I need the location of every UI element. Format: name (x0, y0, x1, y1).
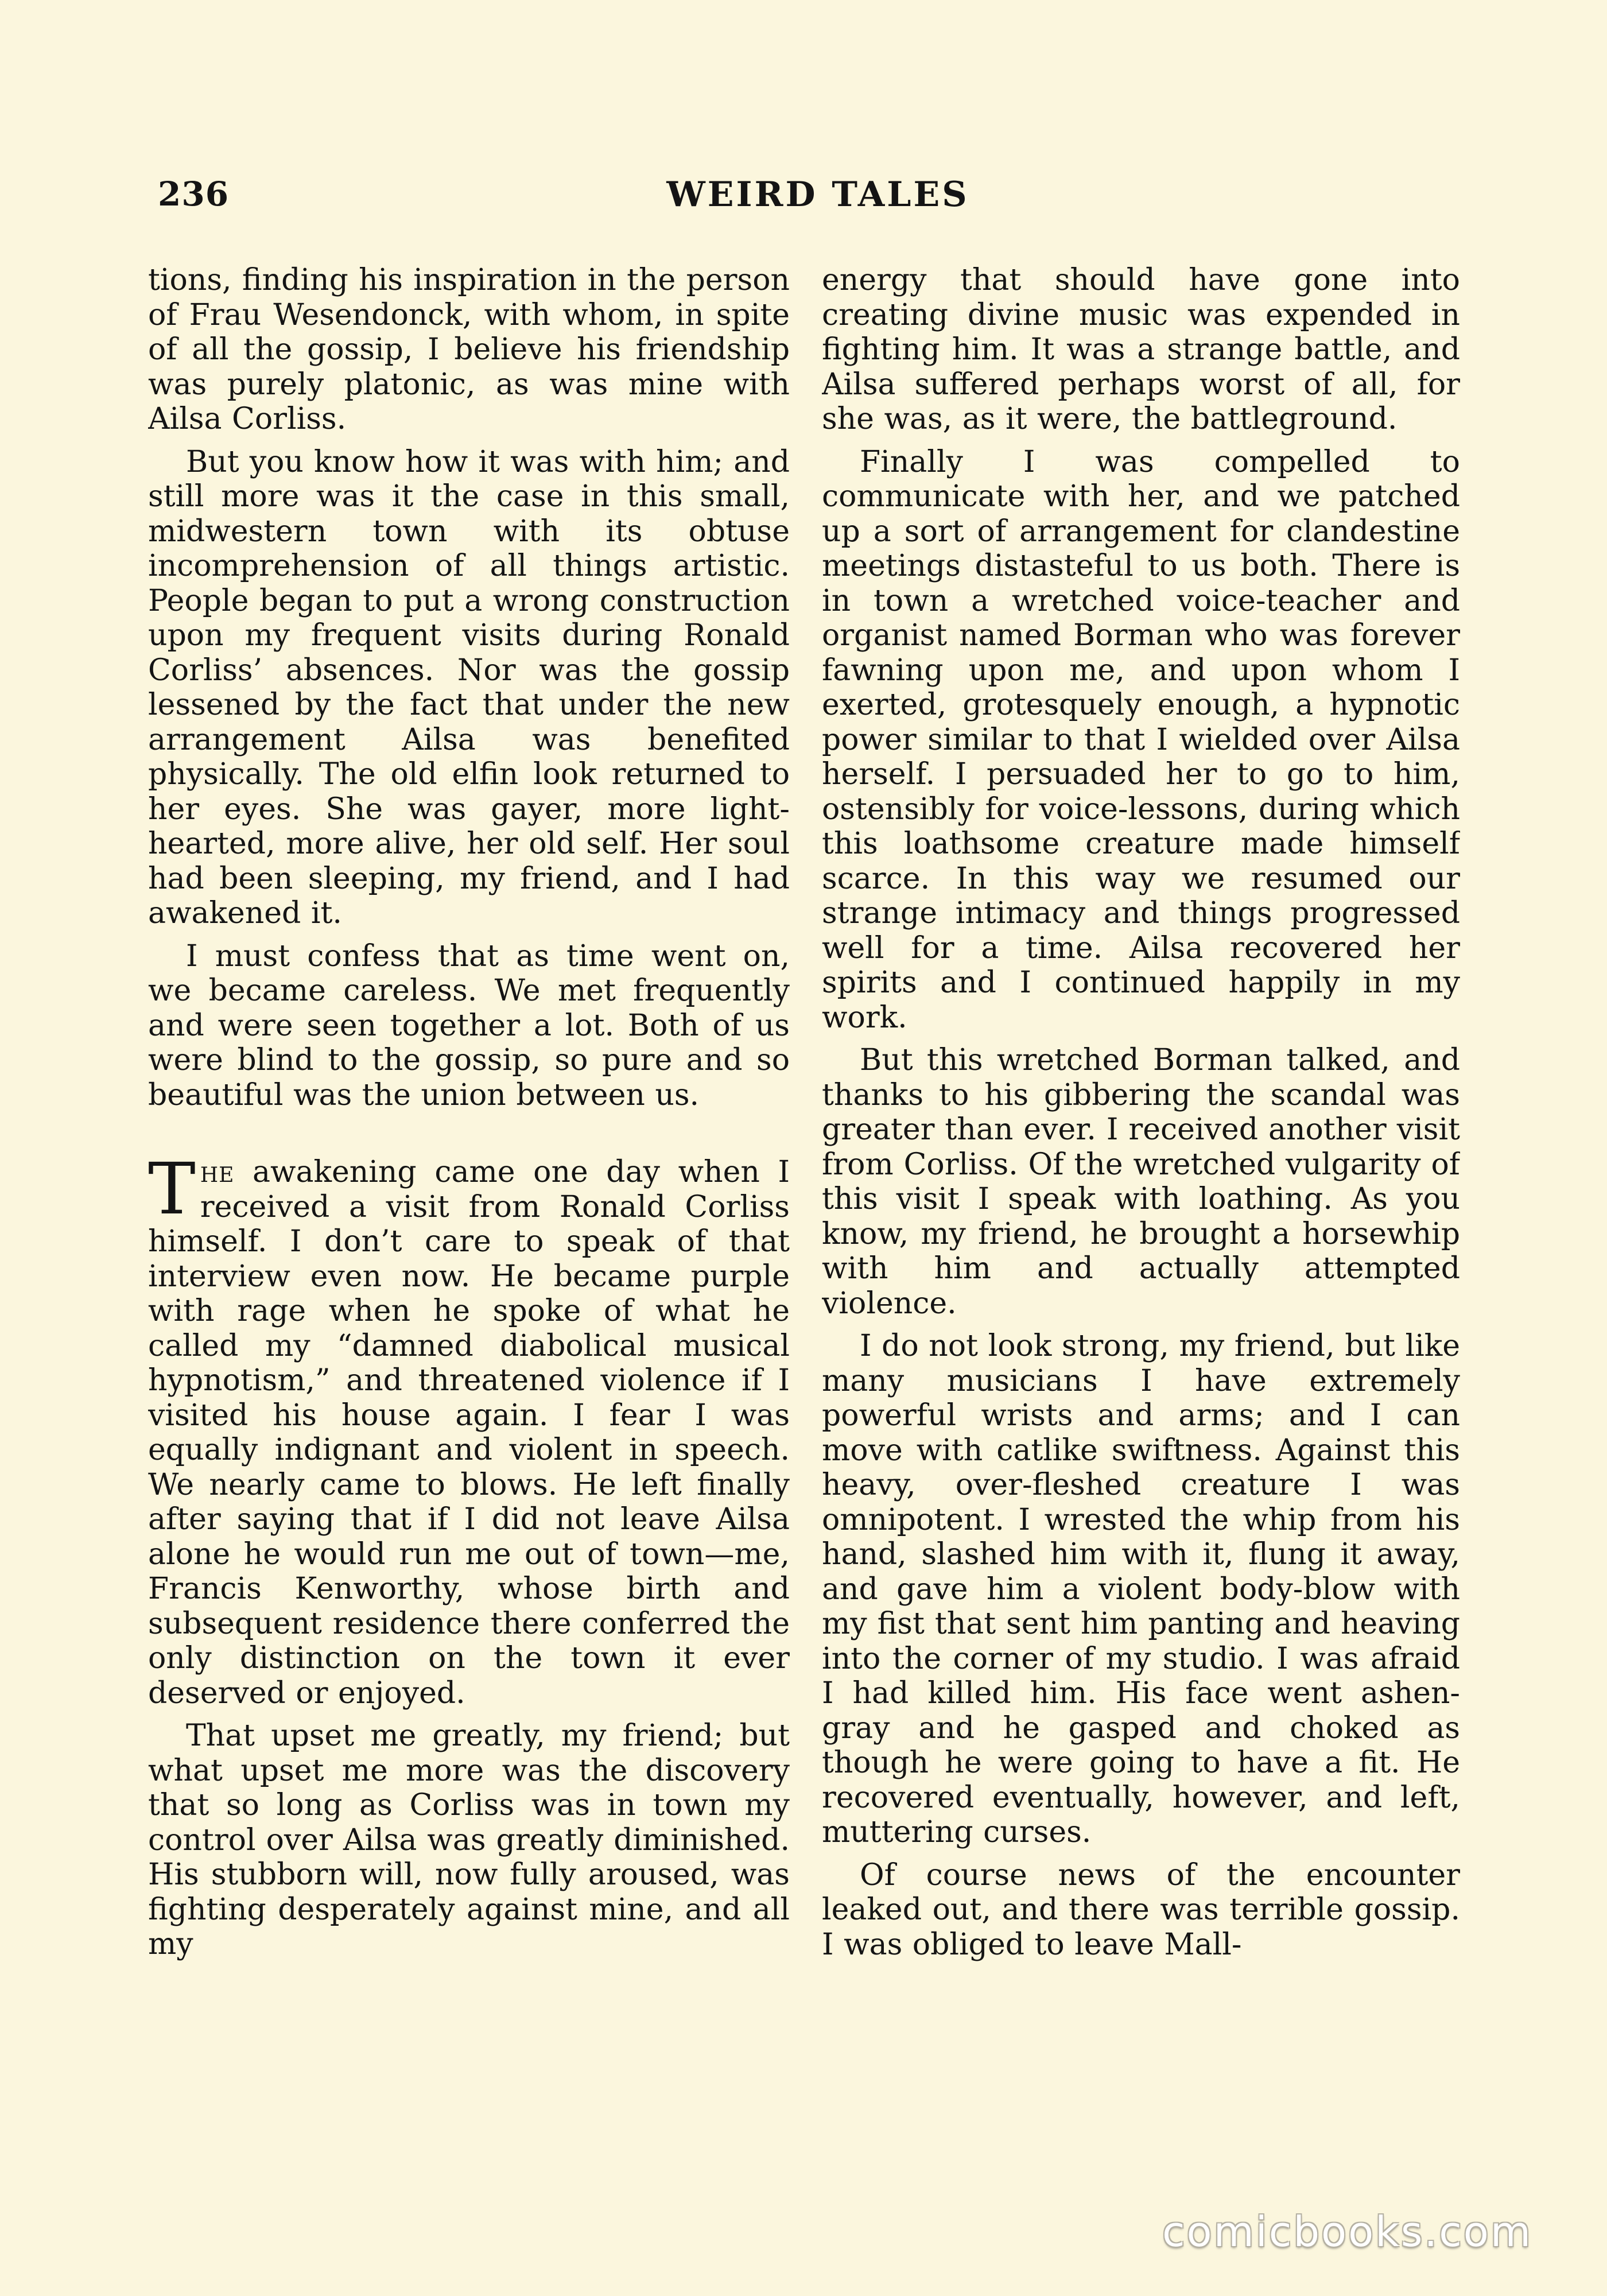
paragraph: But this wretched Borman talked, and thanks to his gibbering the scandal was greater than ever. I received another visit from Corliss. Of the wretched vulgarity of this visit I speak with loathing. As you know, my friend, he brought a horsewhip with him and actually attempted violence. (822, 1043, 1460, 1321)
running-title: WEIRD TALES (666, 174, 969, 215)
paragraph: That upset me greatly, my friend; but what upset me more was the discovery that so long as Corliss was in town my control over Ailsa was greatly diminished. His stubborn will, now fully aroused, was fighting desperately against mine, and all my (148, 1719, 790, 1961)
left-column (148, 263, 790, 2123)
watermark-logo: comicbooks.com (1162, 2208, 1532, 2256)
paragraph: I do not look strong, my friend, but like many musicians I have extremely powerful wrists and arms; and I can move with catlike swiftness. Against this heavy, over-fleshed creature I was omnipotent. I wrested the whip from his hand, slashed him with it, flung it away, and gave him a violent body-blow with my fist that sent him panting and heaving into the corner of my studio. I was afraid I had killed him. His face went ashen-gray and he gasped and choked as though he were going to have a fit. He recovered eventually, however, and left, muttering curses. (822, 1329, 1460, 1849)
right-column (822, 263, 1460, 2123)
paragraph: Of course news of the encounter leaked out, and there was terrible gossip. I was obliged to leave Mall- (822, 1857, 1460, 1962)
paragraph: But you know how it was with him; and still more was it the case in this small, midwestern town with its obtuse incomprehension of all things artistic. People began to put a wrong construction upon my frequent visits during Ronald Corliss’ absences. Nor was the gossip lessened by the fact that under the new arrangement Ailsa was benefited physically. The old elfin look returned to her eyes. She was gayer, more light-hearted, more alive, her old self. Her soul had been sleeping, my friend, and I had awakened it. (148, 444, 790, 930)
paragraph: Finally I was compelled to communicate with her, and we patched up a sort of arrangement for clandestine meetings distasteful to us both. There is in town a wretched voice-teacher and organist named Borman who was forever fawning upon me, and upon whom I exerted, grotesquely enough, a hypnotic power similar to that I wielded over Ailsa herself. I persuaded her to go to him, ostensibly for voice-lessons, during which this loathsome creature made himself scarce. In this way we resumed our strange intimacy and things progressed well for a time. Ailsa recovered her spirits and I continued happily in my work. (822, 444, 1460, 1035)
section-break (148, 1120, 790, 1155)
drop-cap: T (148, 1148, 196, 1231)
paragraph-text: awakening came one day when I received a visit from Ronald Corliss himself. I don’t care to speak of that interview even now. He became purple with rage when he spoke of what he called my “damned diabolical musical hypnotism,” and threatened violence if I visited his house again. I fear I was equally indignant and violent in speech. We nearly came to blows. He left finally after saying that if I did not leave Ailsa alone he would run me out of town—me, Francis Kenworthy, whose birth and subsequent residence there conferred the only distinction on the town it ever deserved or enjoyed. (148, 1155, 790, 1711)
paragraph: tions, finding his inspiration in the person of Frau Wesendonck, with whom, in spite of all the gossip, I believe his friendship was purely platonic, as was mine with Ailsa Corliss. (148, 263, 790, 436)
page-header (158, 172, 1478, 224)
small-caps-lead: he (200, 1155, 235, 1189)
paragraph: I must confess that as time went on, we became careless. We met frequently and were seen together a lot. Both of us were blind to the gossip, so pure and so beautiful was the union between us. (148, 938, 790, 1112)
paragraph-with-dropcap (148, 1148, 790, 1711)
page-number: 236 (158, 174, 230, 214)
paragraph: energy that should have gone into creating divine music was expended in fighting him. It was a strange battle, and Ailsa suffered perhaps worst of all, for she was, as it were, the battleground. (822, 263, 1460, 436)
